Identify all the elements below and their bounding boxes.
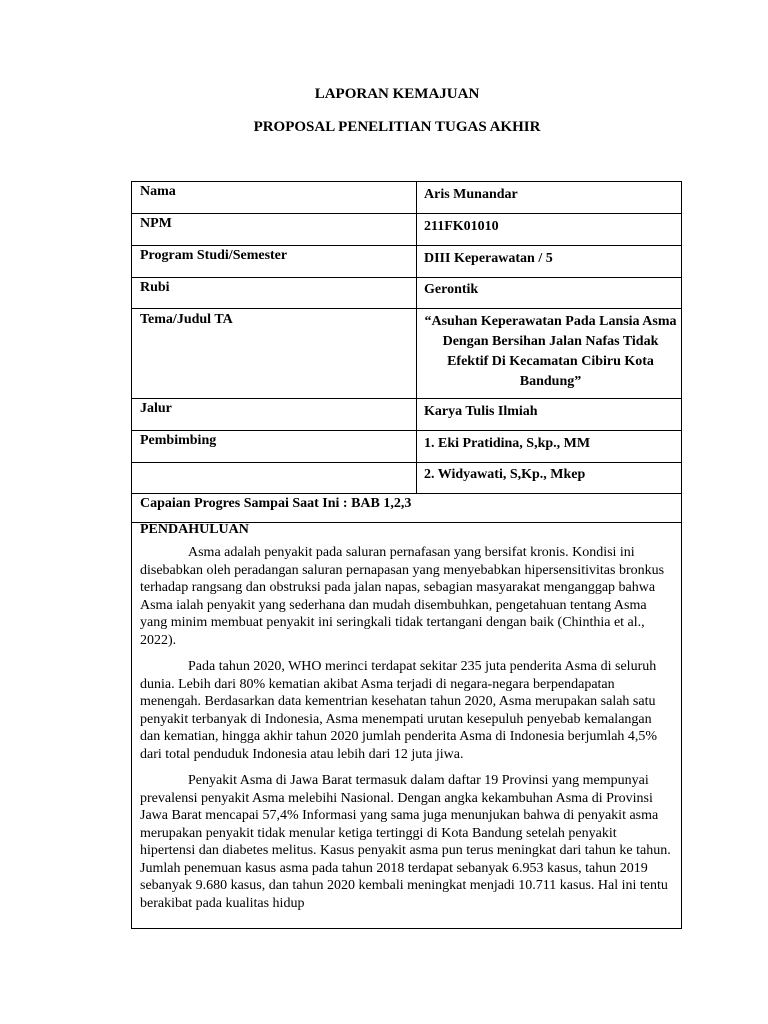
value-nama: Aris Munandar <box>424 187 518 202</box>
value-pembimbing-1: 1. Eki Pratidina, S,kp., MM <box>424 436 591 451</box>
progress-label: Capaian Progres Sampai Saat Ini : BAB 1,2,3 <box>140 496 412 511</box>
label-nama: Nama <box>140 184 176 199</box>
label-jalur: Jalur <box>140 401 172 416</box>
section-title: PENDAHULUAN <box>140 522 249 537</box>
document-subtitle: PROPOSAL PENELITIAN TUGAS AKHIR <box>253 119 541 135</box>
content-body <box>140 521 671 912</box>
value-npm: 211FK01010 <box>424 219 499 234</box>
info-table <box>131 181 682 929</box>
value-jalur: Karya Tulis Ilmiah <box>424 404 538 419</box>
value-pembimbing-2: 2. Widyawati, S,Kp., Mkep <box>424 467 586 482</box>
paragraph: Penyakit Asma di Jawa Barat termasuk dalam daftar 19 Provinsi yang mempunyai prevalensi penyakit Asma melebihi Nasional. Dengan angka kekambuhan Asma di Provinsi Jawa Barat mencapai 57,4% Informasi yang sama juga menunjukan bahwa di penyakit asma merupakan penyakit tidak menular ketiga tertinggi di Kota Bandung setelah penyakit hipertensi dan diabetes melitus. Kasus penyakit asma pun terus meningkat dari tahun ke tahun. Jumlah penemuan kasus asma pada tahun 2018 terdapat sebanyak 6.953 kasus, tahun 2019 sebanyak 9.680 kasus, dan tahun 2020 kembali meningkat menjadi 10.711 kasus. Hal ini tentu berakibat pada kualitas hidup <box>140 773 671 911</box>
paragraph: Asma adalah penyakit pada saluran pernafasan yang bersifat kronis. Kondisi ini disebabkan oleh peradangan saluran pernapasan yang menyebabkan hipersensitivitas bronkus terhadap rangsang dan obstruksi pada jalan napas, sebagian masyarakat menganggap bahwa Asma ialah penyakit yang sederhana dan mudah disembuhkan, pengetahuan tentang Asma yang minim membuat penyakit ini seringkali tidak tertangani dengan baik (Chinthia et al., 2022). <box>140 545 665 648</box>
label-pembimbing: Pembimbing <box>140 433 217 448</box>
document-title: LAPORAN KEMAJUAN <box>314 86 480 102</box>
label-rubi: Rubi <box>140 280 170 295</box>
value-tema-judul: “Asuhan Keperawatan Pada Lansia Asma Dengan Bersihan Jalan Nafas Tidak Efektif Di Kecamatan Cibiru Kota Bandung” <box>424 314 677 389</box>
label-program-studi: Program Studi/Semester <box>140 248 288 263</box>
value-program-studi: DIII Keperawatan / 5 <box>424 251 553 266</box>
label-tema-judul: Tema/Judul TA <box>140 312 233 327</box>
paragraph: Pada tahun 2020, WHO merinci terdapat sekitar 235 juta penderita Asma di seluruh dunia. Lebih dari 80% kematian akibat Asma terjadi di negara-negara berpendapatan menengah. Berdasarkan data kementrian kesehatan tahun 2020, Asma merupakan salah satu penyakit terbanyak di Indonesia, Asma menempati urutan kesepuluh penyebab kemalangan dan kematian, hingga akhir tahun 2020 jumlah penderita Asma di Indonesia berjumlah 4,5% dari total penduduk Indonesia atau lebih dari 12 juta jiwa. <box>140 659 658 762</box>
value-rubi: Gerontik <box>424 282 479 297</box>
label-npm: NPM <box>140 216 172 231</box>
